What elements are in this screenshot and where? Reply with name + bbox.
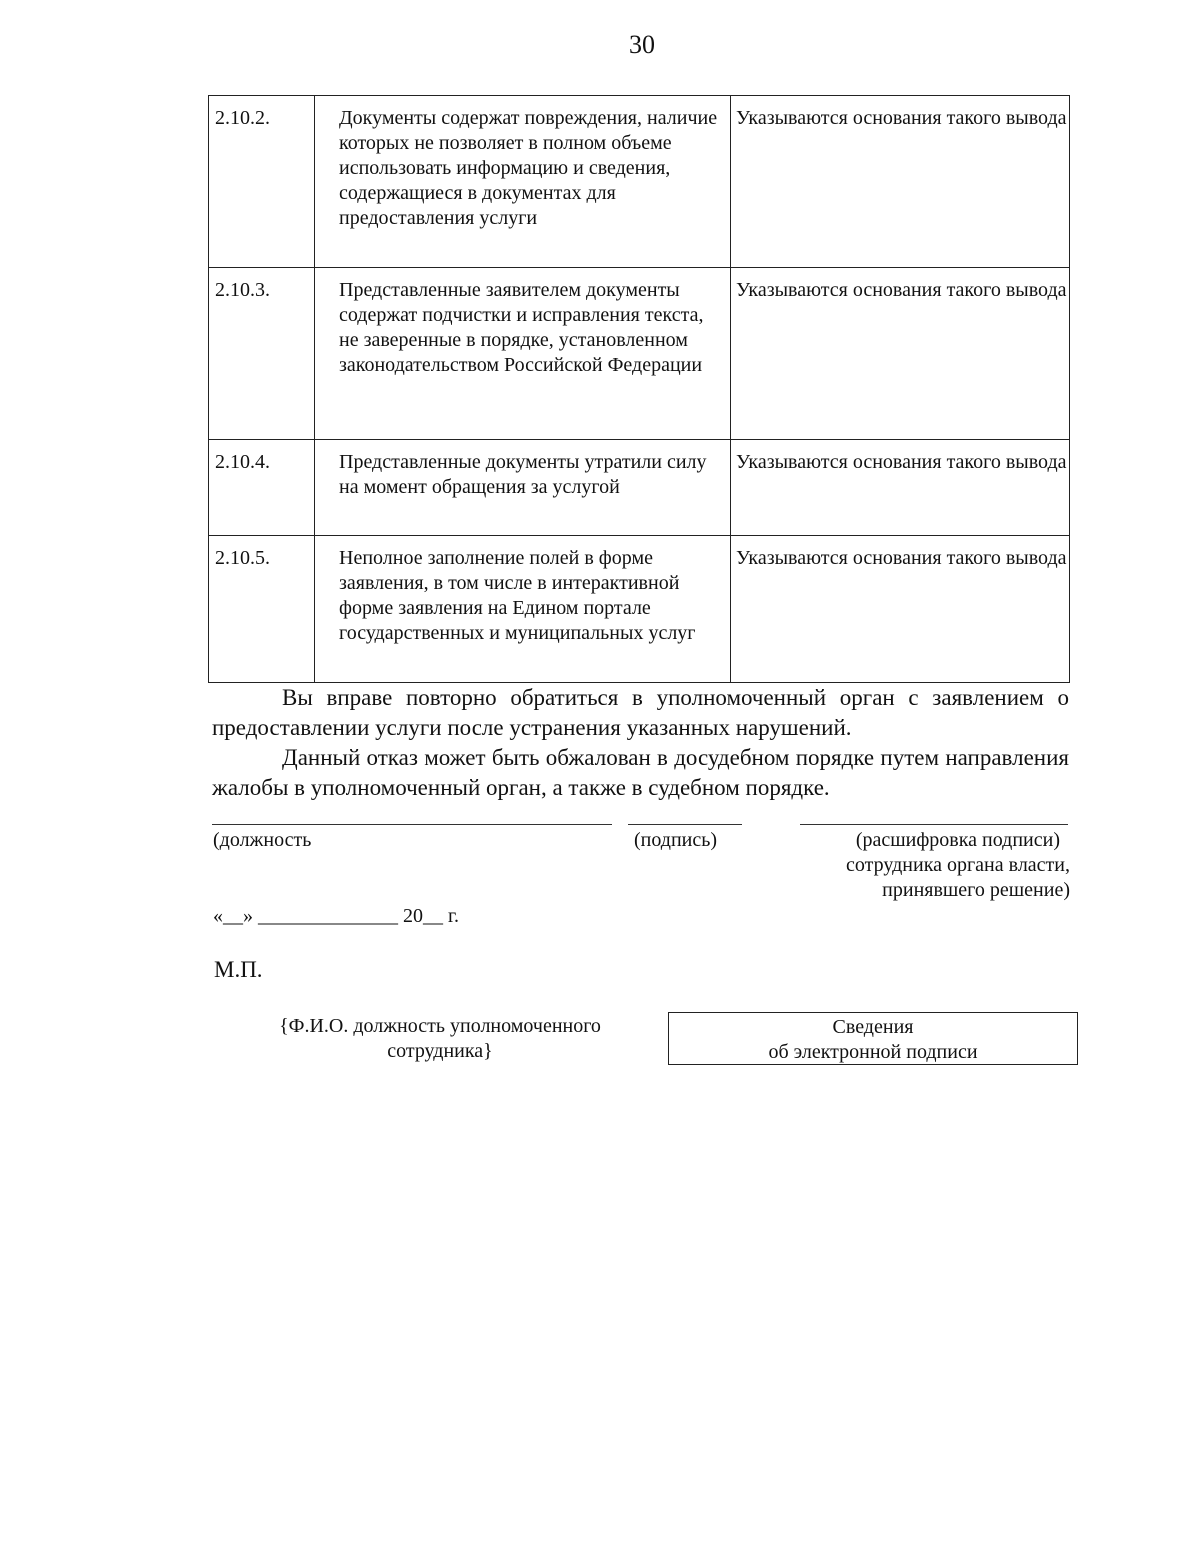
page-number: 30 <box>629 30 655 59</box>
fio-line: сотрудника} <box>387 1040 493 1062</box>
row-number: 2.10.5. <box>209 536 315 683</box>
authorized-employee-block <box>240 1014 640 1064</box>
esign-line: Сведения <box>832 1016 914 1038</box>
date-line: «__» ______________ 20__ г. <box>213 905 459 927</box>
row-reason-text: Неполное заполнение полей в форме заявления, в том числе в интерактивной форме заявления на Едином портале государственных и муниципальных услуг <box>315 536 731 683</box>
table-row <box>209 96 1070 268</box>
sign-signature-line <box>628 824 742 825</box>
row-number: 2.10.2. <box>209 96 315 268</box>
row-note: Указываются основания такого вывода <box>731 268 1070 440</box>
decode-signature-line <box>800 824 1068 825</box>
esign-line: об электронной подписи <box>768 1041 978 1063</box>
position-caption: (должность <box>213 829 312 851</box>
stamp-label: М.П. <box>214 957 263 982</box>
decode-caption-line: принявшего решение) <box>882 879 1070 901</box>
decode-caption-line: (расшифровка подписи) <box>855 829 1060 851</box>
decode-caption <box>780 828 1070 903</box>
table-row <box>209 268 1070 440</box>
row-reason-text: Документы содержат повреждения, наличие которых не позволяет в полном объеме использовать информацию и сведения, содержащиеся в документах для предоставления услуги <box>315 96 731 268</box>
row-note: Указываются основания такого вывода <box>731 536 1070 683</box>
position-signature-line <box>212 824 612 825</box>
table-row <box>209 440 1070 536</box>
row-note: Указываются основания такого вывода <box>731 96 1070 268</box>
decode-caption-line: сотрудника органа власти, <box>846 854 1070 876</box>
table-row <box>209 536 1070 683</box>
row-reason-text: Представленные документы утратили силу на момент обращения за услугой <box>315 440 731 536</box>
sign-caption: (подпись) <box>634 829 718 851</box>
electronic-signature-box <box>668 1012 1078 1065</box>
row-number: 2.10.3. <box>209 268 315 440</box>
appeal-paragraph: Данный отказ может быть обжалован в досудебном порядке путем направления жалобы в уполномоченный орган, а также в судебном порядке. <box>212 745 1069 800</box>
row-reason-text: Представленные заявителем документы содержат подчистки и исправления текста, не заверенные в порядке, установленном законодательством Российской Федерации <box>315 268 731 440</box>
refusal-reasons-table <box>208 95 1070 683</box>
reapply-paragraph: Вы вправе повторно обратиться в уполномоченный орган с заявлением о предоставлении услуги после устранения указанных нарушений. <box>212 685 1069 740</box>
fio-line: {Ф.И.О. должность уполномоченного <box>279 1015 601 1037</box>
row-note: Указываются основания такого вывода <box>731 440 1070 536</box>
row-number: 2.10.4. <box>209 440 315 536</box>
